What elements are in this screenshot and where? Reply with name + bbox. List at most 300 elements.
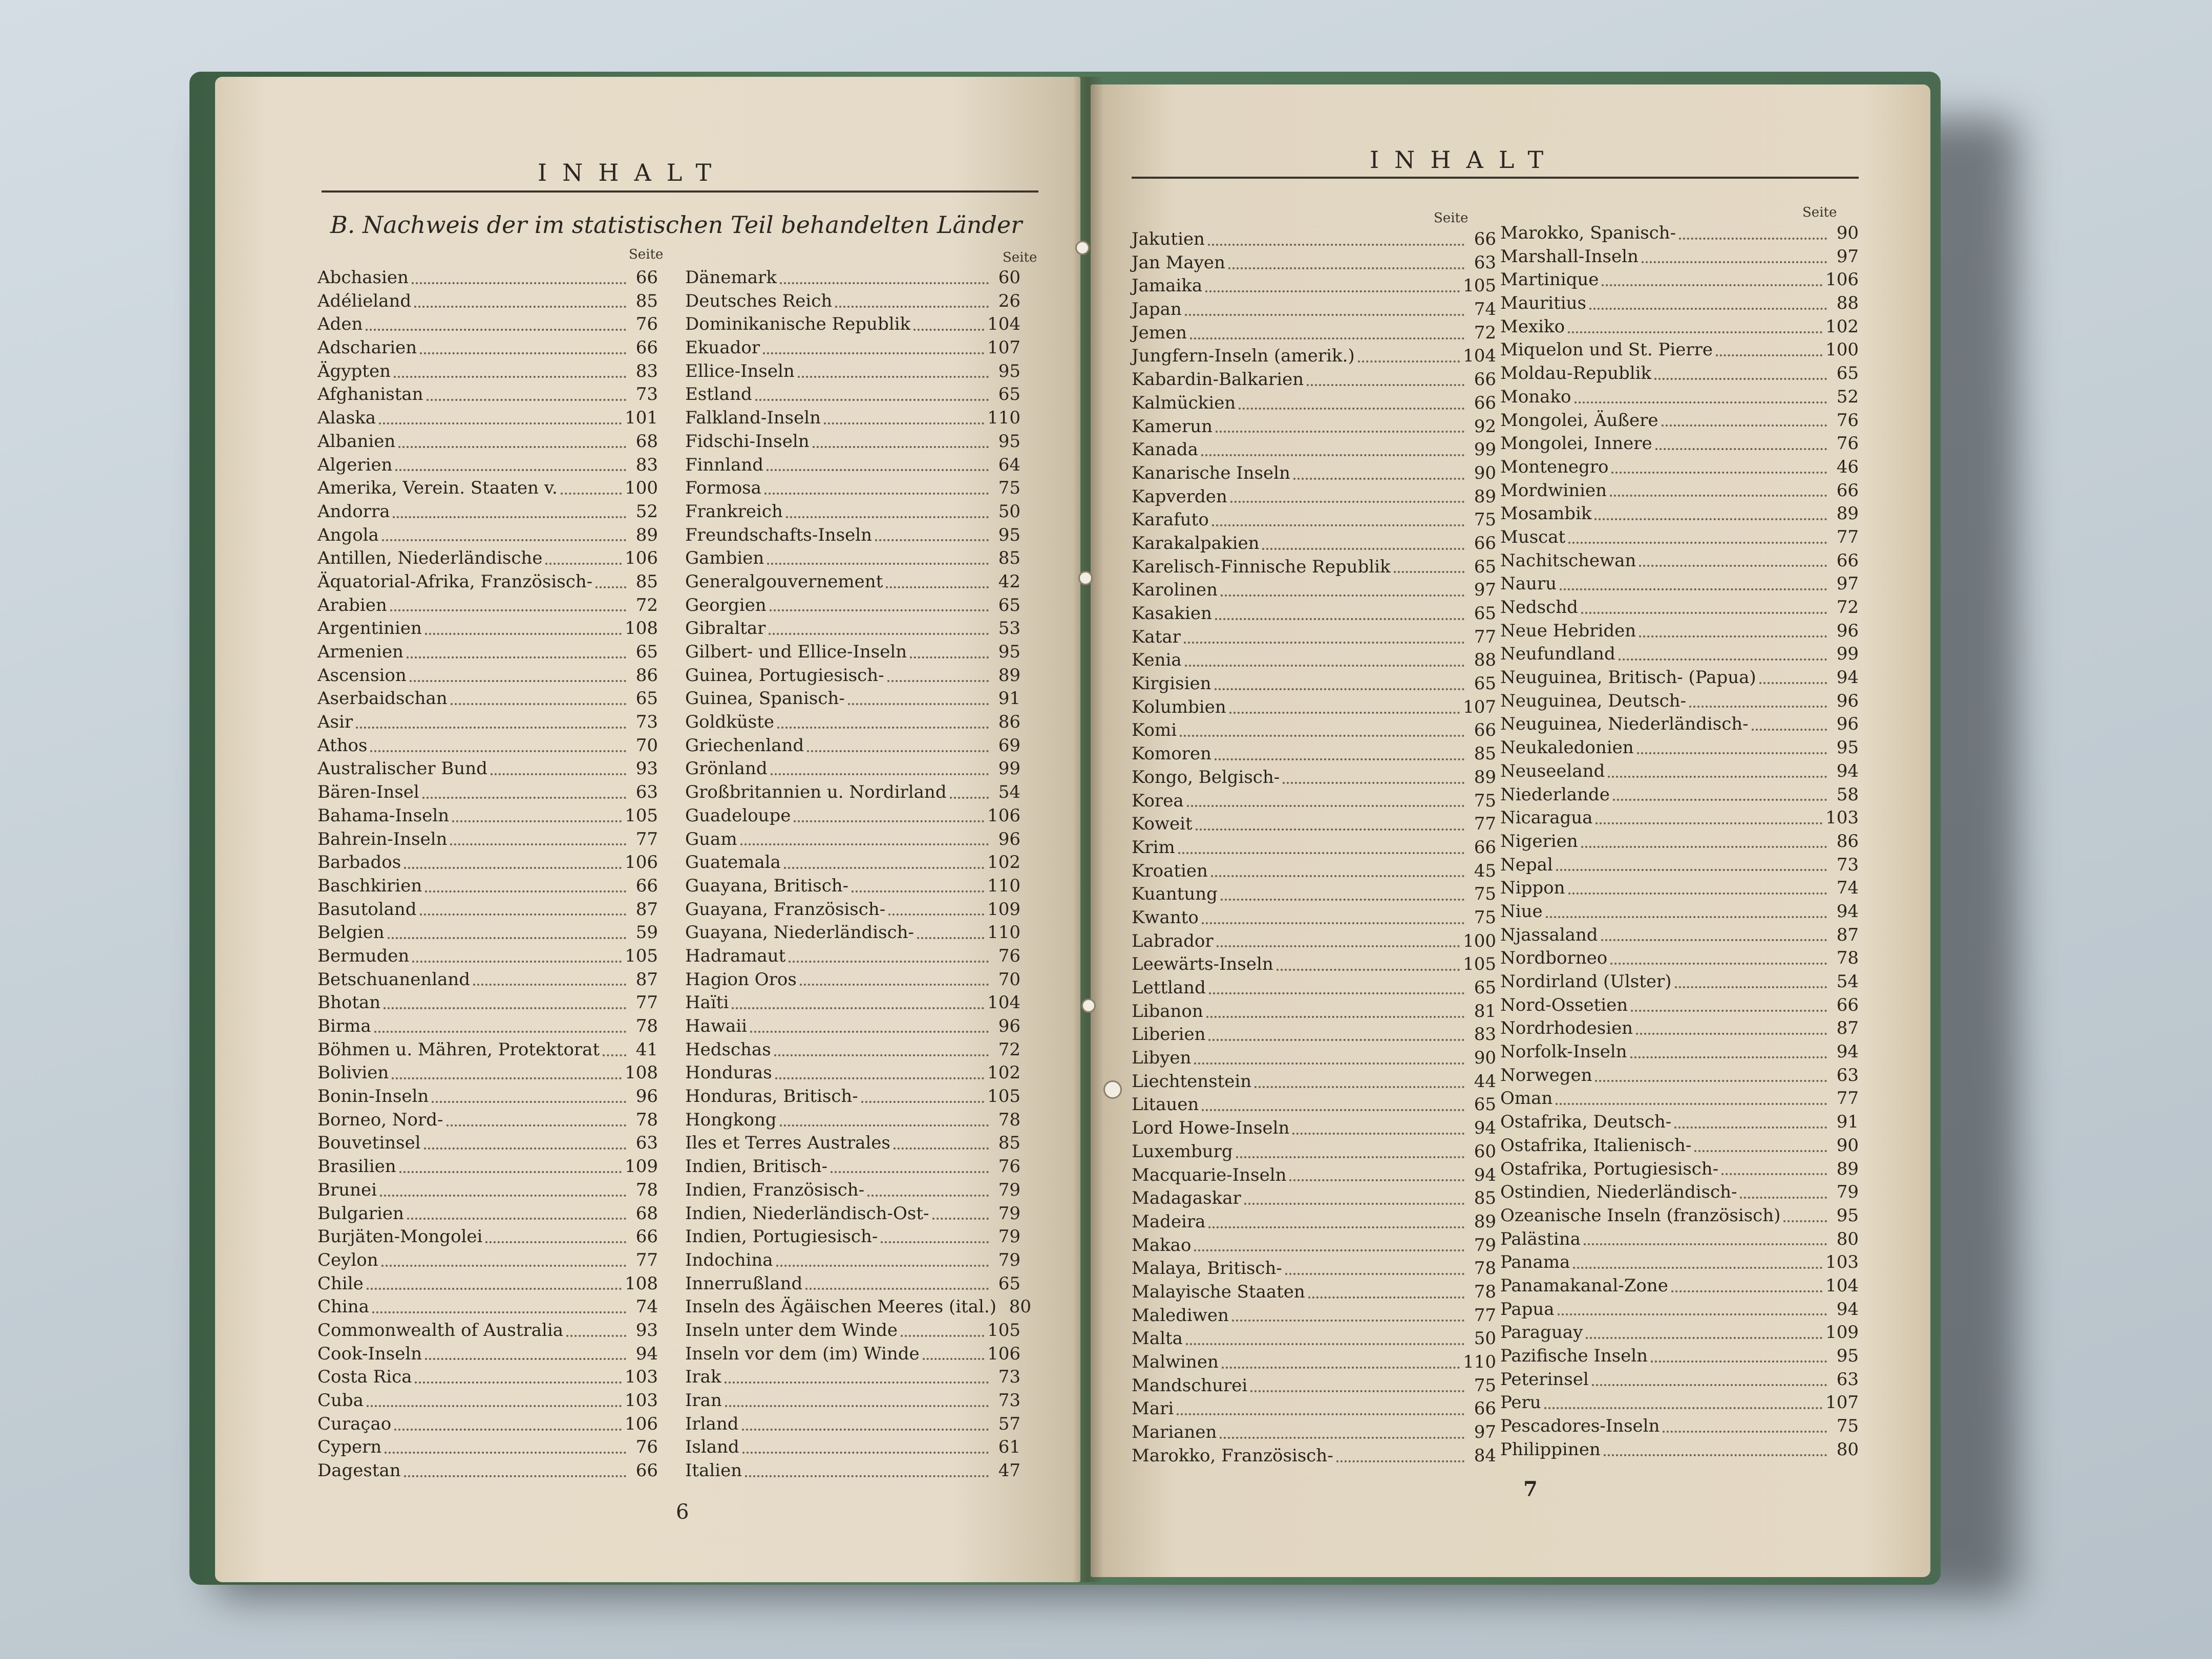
entry-name: Nippon [1500,878,1565,899]
dot-leader [385,1452,626,1454]
dot-leader [780,282,989,284]
entry-page-number: 103 [625,1367,658,1388]
dot-leader [1202,922,1464,924]
index-entry [1132,861,1496,884]
index-entry [685,1320,1020,1344]
entry-name: Belgien [317,922,385,943]
entry-name: Nauru [1500,573,1557,594]
dot-leader [1630,1056,1827,1058]
entry-page-number: 70 [635,735,658,756]
index-entry [1500,1065,1859,1089]
index-entry [685,735,1020,759]
dot-leader [1283,782,1464,784]
entry-name: Dominikanische Republik [685,314,911,335]
entry-page-number: 95 [998,431,1020,452]
entry-page-number: 75 [1836,1416,1859,1437]
entry-name: Griechenland [685,735,804,756]
entry-page-number: 107 [1825,1392,1859,1413]
dot-leader [771,773,989,775]
index-entry [1500,621,1859,644]
entry-name: Mexiko [1500,316,1565,337]
dot-leader [427,399,626,401]
index-entry [1132,954,1496,977]
dot-leader [1186,1343,1464,1345]
entry-name: Miquelon und St. Pierre [1500,339,1713,360]
entry-name: Island [685,1437,739,1458]
entry-page-number: 96 [1836,714,1859,735]
entry-page-number: 86 [635,665,658,686]
index-entry [685,899,1020,923]
index-entry [317,946,658,969]
entry-name: Labrador [1132,930,1214,951]
entry-name: Guinea, Spanisch- [685,688,845,709]
dot-leader [1228,267,1464,269]
index-entry [1500,503,1859,527]
entry-name: Adélieland [317,290,412,311]
dot-leader [798,376,989,378]
entry-name: Kuantung [1132,884,1218,905]
entry-page-number: 63 [1836,1065,1859,1086]
entry-name: Niederlande [1500,784,1610,805]
dot-leader [1568,542,1827,544]
dot-leader [1211,875,1464,877]
entry-name: Papua [1500,1299,1555,1320]
index-entry [1132,509,1496,533]
binding-hole [1078,571,1093,585]
entry-page-number: 81 [1474,1001,1496,1022]
entry-name: Estland [685,384,752,405]
index-entry [1500,223,1859,246]
entry-page-number: 65 [1474,556,1496,577]
index-entry [1132,275,1496,299]
entry-page-number: 77 [1474,626,1496,647]
entry-name: Mosambik [1500,503,1592,524]
index-entry [1132,1282,1496,1305]
entry-page-number: 106 [625,548,658,569]
index-entry [1132,650,1496,673]
dot-leader [807,750,989,752]
dot-leader [913,329,984,331]
entry-name: Äquatorial-Afrika, Französisch- [317,571,593,592]
dot-leader [1215,618,1464,620]
entry-name: Karafuto [1132,509,1209,530]
index-entry [685,1039,1020,1063]
index-entry [317,782,658,805]
entry-page-number: 96 [1836,620,1859,641]
index-entry [685,1437,1020,1460]
entry-name: Jan Mayen [1132,252,1225,273]
entry-page-number: 76 [1836,433,1859,454]
index-entry [1132,907,1496,931]
dot-leader [473,984,626,986]
running-head-right: INHALT [1370,146,1559,174]
entry-name: Irland [685,1413,739,1434]
entry-page-number: 91 [1836,1112,1859,1133]
dot-leader [1308,1296,1464,1299]
index-entry [685,1226,1020,1250]
entry-page-number: 105 [987,1086,1020,1107]
entry-name: Alaska [317,408,376,429]
dot-leader [1221,594,1464,597]
dot-leader [407,1218,626,1220]
dot-leader [425,633,622,635]
entry-name: Malta [1132,1328,1183,1349]
index-entry [685,267,1020,291]
entry-name: Kolumbien [1132,696,1226,717]
index-entry [1132,1165,1496,1188]
entry-page-number: 106 [987,805,1020,826]
dot-leader [1292,1133,1464,1135]
entry-name: Malwinen [1132,1352,1219,1372]
entry-page-number: 106 [987,1343,1020,1364]
seite-label-right-col2: Seite [1802,205,1837,220]
dot-leader [1336,1460,1464,1462]
dot-leader [1262,548,1464,550]
dot-leader [1194,1062,1464,1065]
index-entry [317,1062,658,1086]
entry-name: Borneo, Nord- [317,1109,443,1130]
entry-name: Mauritius [1500,293,1586,314]
index-entry [1132,439,1496,463]
entry-name: Panama [1500,1252,1570,1273]
entry-page-number: 91 [998,688,1020,709]
entry-page-number: 97 [1836,573,1859,594]
dot-leader [404,867,622,869]
index-entry [1500,1299,1859,1323]
entry-page-number: 74 [635,1296,658,1317]
index-entry [685,805,1020,829]
dot-leader [1232,1320,1464,1322]
entry-page-number: 65 [998,384,1020,405]
index-entry [1500,597,1859,621]
index-entry [1500,1182,1859,1205]
index-entry [1132,1445,1496,1469]
entry-page-number: 89 [635,524,658,545]
entry-page-number: 54 [1836,971,1859,992]
dot-leader [1209,992,1464,994]
entry-name: Ostafrika, Italienisch- [1500,1135,1692,1156]
index-entry [685,455,1020,478]
entry-name: Guinea, Portugiesisch- [685,665,884,686]
index-entry [685,618,1020,642]
dot-leader [848,703,989,705]
entry-name: Antillen, Niederländische [317,548,543,569]
entry-name: China [317,1296,369,1317]
entry-page-number: 26 [998,290,1020,311]
dot-leader [1202,1109,1464,1111]
entry-name: Neukaledonien [1500,737,1634,758]
dot-leader [1187,805,1464,807]
entry-page-number: 77 [635,992,658,1013]
index-entry [685,758,1020,782]
index-entry [317,618,658,642]
entry-name: Bermuden [317,945,410,966]
entry-name: Costa Rica [317,1367,412,1388]
index-entry [685,1414,1020,1437]
entry-page-number: 72 [1474,322,1496,343]
dot-leader [1220,1437,1464,1439]
entry-name: Abchasien [317,267,409,288]
index-entry [1500,1205,1859,1229]
index-entry [317,314,658,337]
entry-page-number: 94 [1836,760,1859,781]
entry-name: Deutsches Reich [685,290,833,311]
index-entry [317,1320,658,1344]
index-entry [1132,814,1496,837]
dot-leader [1236,1156,1464,1158]
index-entry [1132,1188,1496,1211]
entry-name: Macquarie-Inseln [1132,1164,1287,1185]
entry-name: Leewärts-Inseln [1132,954,1273,975]
index-entry [685,1273,1020,1297]
entry-name: Gibraltar [685,618,766,639]
entry-page-number: 80 [1836,1228,1859,1249]
index-entry [1500,691,1859,714]
entry-name: Hedschas [685,1039,771,1060]
dot-leader [412,282,626,284]
dot-leader [767,563,989,565]
dot-leader [1783,1220,1827,1222]
entry-page-number: 64 [998,454,1020,475]
entry-name: Mongolei, Äußere [1500,410,1658,431]
dot-leader [1394,571,1464,573]
index-entry [317,455,658,478]
entry-name: Ellice-Inseln [685,360,795,381]
header-rule-left [322,190,1038,193]
dot-leader [566,1335,626,1337]
entry-name: Amerika, Verein. Staaten v. [317,478,558,499]
dot-leader [1662,424,1827,427]
entry-page-number: 76 [635,314,658,335]
entry-name: Algerien [317,454,393,475]
entry-name: Oman [1500,1088,1553,1109]
index-entry [317,922,658,946]
index-entry [317,852,658,876]
dot-leader [420,352,626,354]
dot-leader [1654,378,1827,380]
entry-name: Pescadores-Inseln [1500,1416,1660,1437]
entry-name: Fidschi-Inseln [685,431,810,452]
dot-leader [755,399,989,401]
entry-page-number: 87 [635,899,658,920]
entry-page-number: 75 [1474,1375,1496,1396]
dot-leader [740,843,989,845]
entry-name: Nordborneo [1500,948,1608,969]
dot-leader [1716,354,1822,356]
dot-leader [491,773,626,775]
index-entry [1132,416,1496,440]
dot-leader [1568,331,1822,333]
index-entry [317,1203,658,1227]
dot-leader [775,1077,984,1079]
dot-leader [1556,869,1827,871]
dot-leader [450,843,626,845]
entry-name: Kongo, Belgisch- [1132,767,1280,788]
index-entry [685,876,1020,899]
entry-page-number: 76 [998,1156,1020,1177]
left-page [215,77,1080,1582]
entry-page-number: 89 [1836,503,1859,524]
dot-leader [1239,408,1464,410]
entry-page-number: 88 [1836,293,1859,314]
dot-leader [776,1265,989,1267]
dot-leader [1637,752,1827,754]
entry-name: Inseln des Ägäischen Meeres (ital.) [685,1296,996,1317]
index-entry [685,922,1020,946]
index-entry [685,571,1020,595]
index-entry [1132,1235,1496,1259]
index-entry [317,1180,658,1203]
dot-leader [887,680,989,682]
entry-page-number: 72 [1836,597,1859,618]
entry-name: Katar [1132,626,1181,647]
entry-page-number: 77 [1474,1305,1496,1326]
dot-leader [1721,1173,1827,1175]
entry-name: Formosa [685,478,761,499]
entry-name: Neuguinea, Niederländisch- [1500,714,1749,735]
entry-page-number: 94 [1836,901,1859,922]
entry-name: Arabien [317,594,387,615]
dot-leader [1556,1103,1827,1105]
entry-name: Malaya, Britisch- [1132,1258,1282,1279]
entry-name: Goldküste [685,712,775,733]
dot-leader [394,1429,622,1431]
entry-page-number: 68 [635,1203,658,1224]
entry-page-number: 65 [635,642,658,662]
entry-page-number: 52 [635,501,658,522]
entry-name: Australischer Bund [317,758,487,779]
entry-name: Guam [685,828,737,849]
dot-leader [789,961,989,963]
entry-name: Iran [685,1390,722,1411]
dot-leader [835,306,989,308]
index-entry [317,267,658,291]
index-entry [317,665,658,689]
index-entry [1132,627,1496,650]
entry-page-number: 90 [1836,223,1859,243]
entry-name: Libanon [1132,1001,1203,1022]
index-entry [1500,293,1859,316]
index-entry [317,969,658,993]
entry-page-number: 85 [998,1133,1020,1154]
entry-page-number: 66 [1474,837,1496,858]
index-entry [1132,1071,1496,1095]
index-entry [685,969,1020,993]
entry-name: Indochina [685,1249,773,1270]
entry-name: Kroatien [1132,860,1208,881]
index-entry [1132,393,1496,416]
entry-name: Kwanto [1132,907,1199,928]
index-entry [1500,878,1859,901]
entry-name: Kamerun [1132,416,1213,437]
entry-name: Paraguay [1500,1322,1583,1343]
entry-name: Martinique [1500,269,1599,290]
entry-name: Hagion Oros [685,969,797,990]
dot-leader [867,1195,989,1197]
entry-name: Ekuador [685,337,760,358]
index-entry [1132,1305,1496,1329]
entry-page-number: 75 [1474,509,1496,530]
entry-page-number: 76 [998,945,1020,966]
dot-leader [1586,1337,1822,1339]
entry-name: Kanada [1132,439,1198,460]
page-number-right: 7 [1523,1477,1538,1501]
dot-leader [886,586,989,588]
entry-page-number: 105 [1463,275,1496,296]
dot-leader [1285,1273,1464,1275]
entry-name: Brasilien [317,1156,396,1177]
entry-name: Dänemark [685,267,777,288]
index-entry [685,1180,1020,1203]
dot-leader [1611,472,1827,474]
entry-name: Neuseeland [1500,760,1605,781]
entry-name: Krim [1132,837,1175,858]
entry-name: Burjäten-Mongolei [317,1226,483,1247]
entry-page-number: 63 [1474,252,1496,273]
index-entry [317,1016,658,1039]
index-entry [317,829,658,853]
entry-name: Indien, Niederländisch-Ost- [685,1203,929,1224]
binding-hole [1103,1080,1122,1099]
entry-name: Liberien [1132,1024,1206,1045]
entry-page-number: 68 [635,431,658,452]
entry-name: Nachitschewan [1500,550,1636,571]
entry-name: Großbritannien u. Nordirland [685,782,947,803]
dot-leader [1674,1126,1827,1129]
entry-page-number: 73 [998,1367,1020,1388]
dot-leader [1293,478,1464,480]
entry-page-number: 94 [1474,1164,1496,1185]
dot-leader [1689,706,1827,708]
dot-leader [1208,1226,1464,1228]
entry-page-number: 66 [635,1226,658,1247]
entry-page-number: 72 [998,1039,1020,1060]
dot-leader [1560,588,1827,590]
index-entry [317,1039,658,1063]
index-entry [1132,229,1496,252]
index-entry [1500,316,1859,340]
entry-page-number: 78 [1474,1281,1496,1302]
entry-page-number: 76 [1836,410,1859,431]
dot-leader [932,1218,989,1220]
entry-name: Mongolei, Innere [1500,433,1652,454]
index-entry [1132,1398,1496,1422]
entry-name: Indien, Britisch- [685,1156,828,1177]
entry-name: Armenien [317,642,403,662]
dot-leader [917,937,984,939]
entry-page-number: 95 [1836,1205,1859,1226]
index-entry [317,876,658,899]
entry-name: Malediwen [1132,1305,1229,1326]
index-entry [317,1133,658,1156]
entry-name: Kenia [1132,650,1182,671]
entry-name: Nedschd [1500,597,1578,618]
entry-name: Jungfern-Inseln (amerik.) [1132,346,1355,367]
entry-name: Finnland [685,454,764,475]
index-entry [1132,252,1496,276]
entry-page-number: 75 [1474,884,1496,905]
entry-name: Litauen [1132,1094,1199,1115]
entry-page-number: 89 [1836,1158,1859,1179]
entry-page-number: 97 [1474,580,1496,601]
dot-leader [1568,892,1827,895]
index-entry [1500,363,1859,387]
dot-leader [374,1031,626,1033]
dot-leader [1215,758,1464,760]
index-entry [317,501,658,525]
dot-leader [780,1124,989,1126]
entry-name: Jemen [1132,322,1187,343]
